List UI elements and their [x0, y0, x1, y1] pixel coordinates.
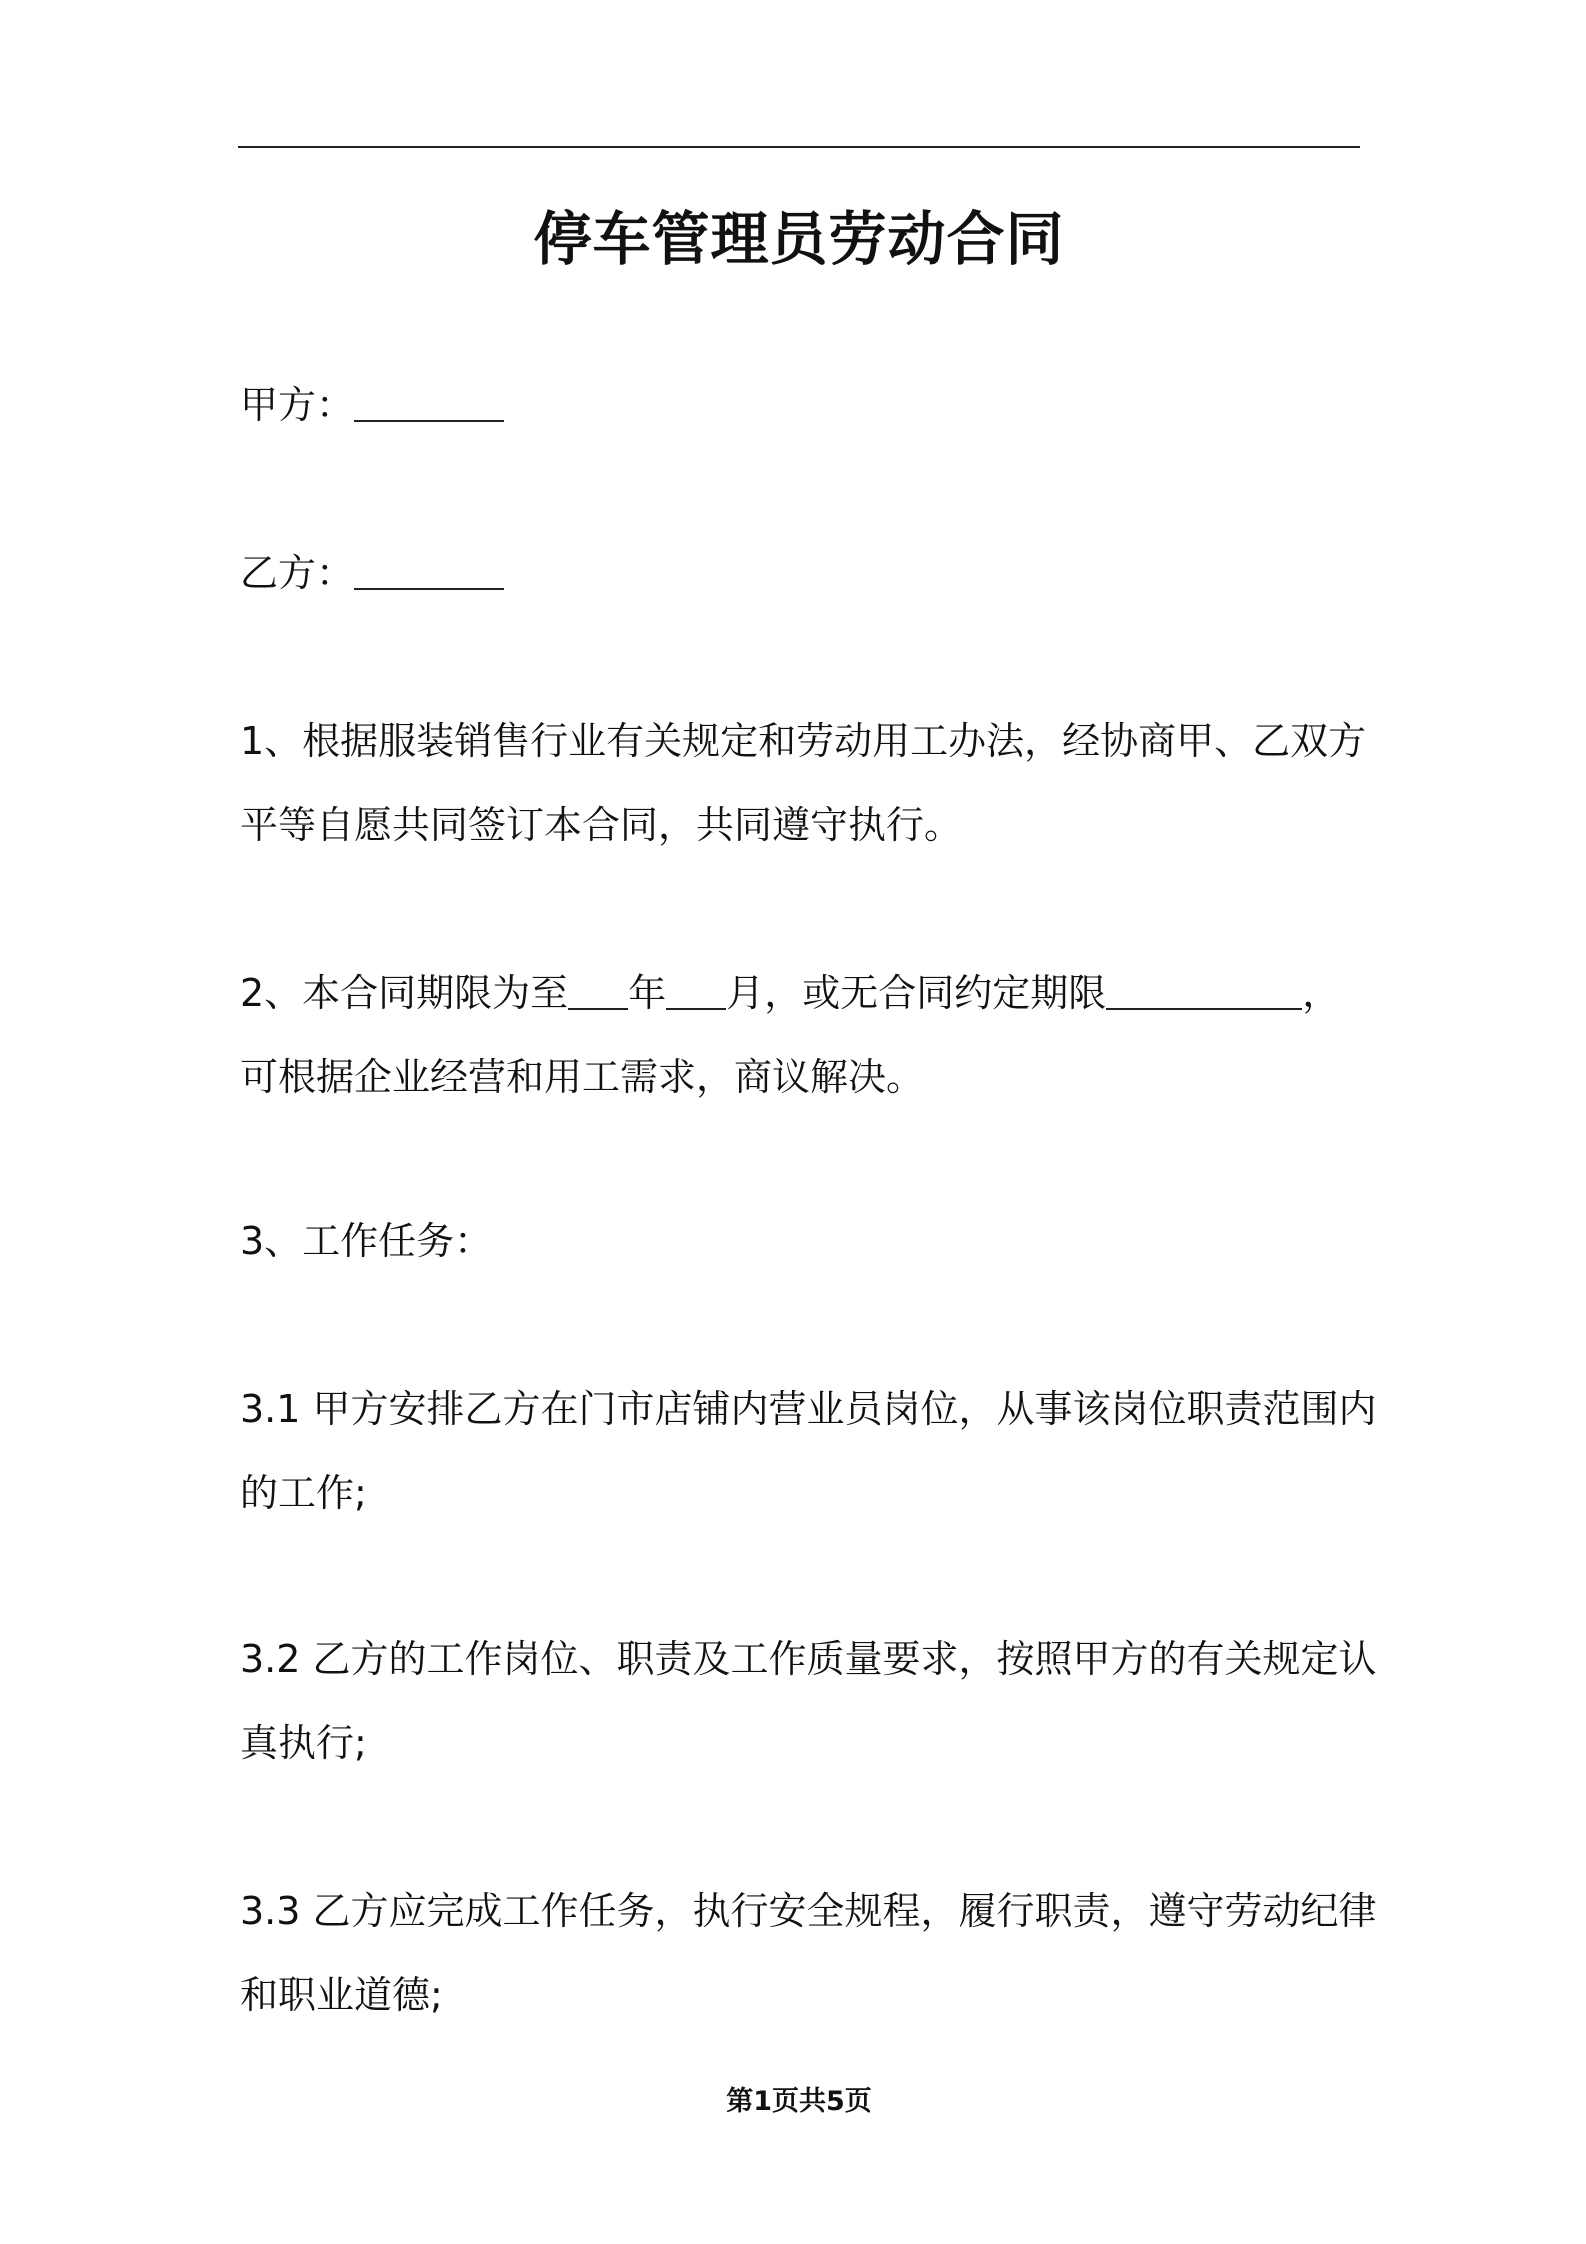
month-blank [666, 968, 726, 1010]
party-b-blank [354, 548, 504, 590]
term-blank [1106, 968, 1302, 1010]
clause-1-line-2: 平等自愿共同签订本合同，共同遵守执行。 [240, 803, 963, 847]
party-a-label: 甲方： [240, 383, 355, 427]
clause-3-3-line-1: 3.3 乙方应完成工作任务，执行安全规程，履行职责，遵守劳动纪律 [240, 1889, 1377, 1933]
clause-3-1-line-1: 3.1 甲方安排乙方在门市店铺内营业员岗位，从事该岗位职责范围内 [240, 1387, 1377, 1431]
clause-2-line-1 [240, 964, 1340, 1022]
header-rule [238, 146, 1360, 148]
party-b-label: 乙方： [240, 551, 355, 595]
clause-1-line-1: 1、根据服装销售行业有关规定和劳动用工办法，经协商甲、乙双方 [240, 719, 1367, 763]
year-blank [568, 968, 628, 1010]
clause-3-2-line-1: 3.2 乙方的工作岗位、职责及工作质量要求，按照甲方的有关规定认 [240, 1637, 1377, 1681]
clause-3-2-line-2: 真执行; [240, 1721, 367, 1765]
party-a-blank [354, 380, 504, 422]
clause-2-text-4: ， [1302, 971, 1341, 1015]
clause-2-text-2: 年 [628, 971, 667, 1015]
clause-3-3-line-2: 和职业道德; [240, 1973, 443, 2017]
document-title: 停车管理员劳动合同 [533, 205, 1065, 273]
clause-3-1-line-2: 的工作; [240, 1471, 367, 1515]
clause-2-text-1: 2、本合同期限为至 [240, 971, 569, 1015]
party-b-line [240, 544, 504, 602]
clause-2-text-3: 月，或无合同约定期限 [726, 971, 1107, 1015]
page-number-footer: 第1页共5页 [726, 2086, 872, 2117]
clause-2-line-2: 可根据企业经营和用工需求，商议解决。 [240, 1055, 925, 1099]
party-a-line [240, 376, 504, 434]
clause-3-heading: 3、工作任务： [240, 1219, 493, 1263]
